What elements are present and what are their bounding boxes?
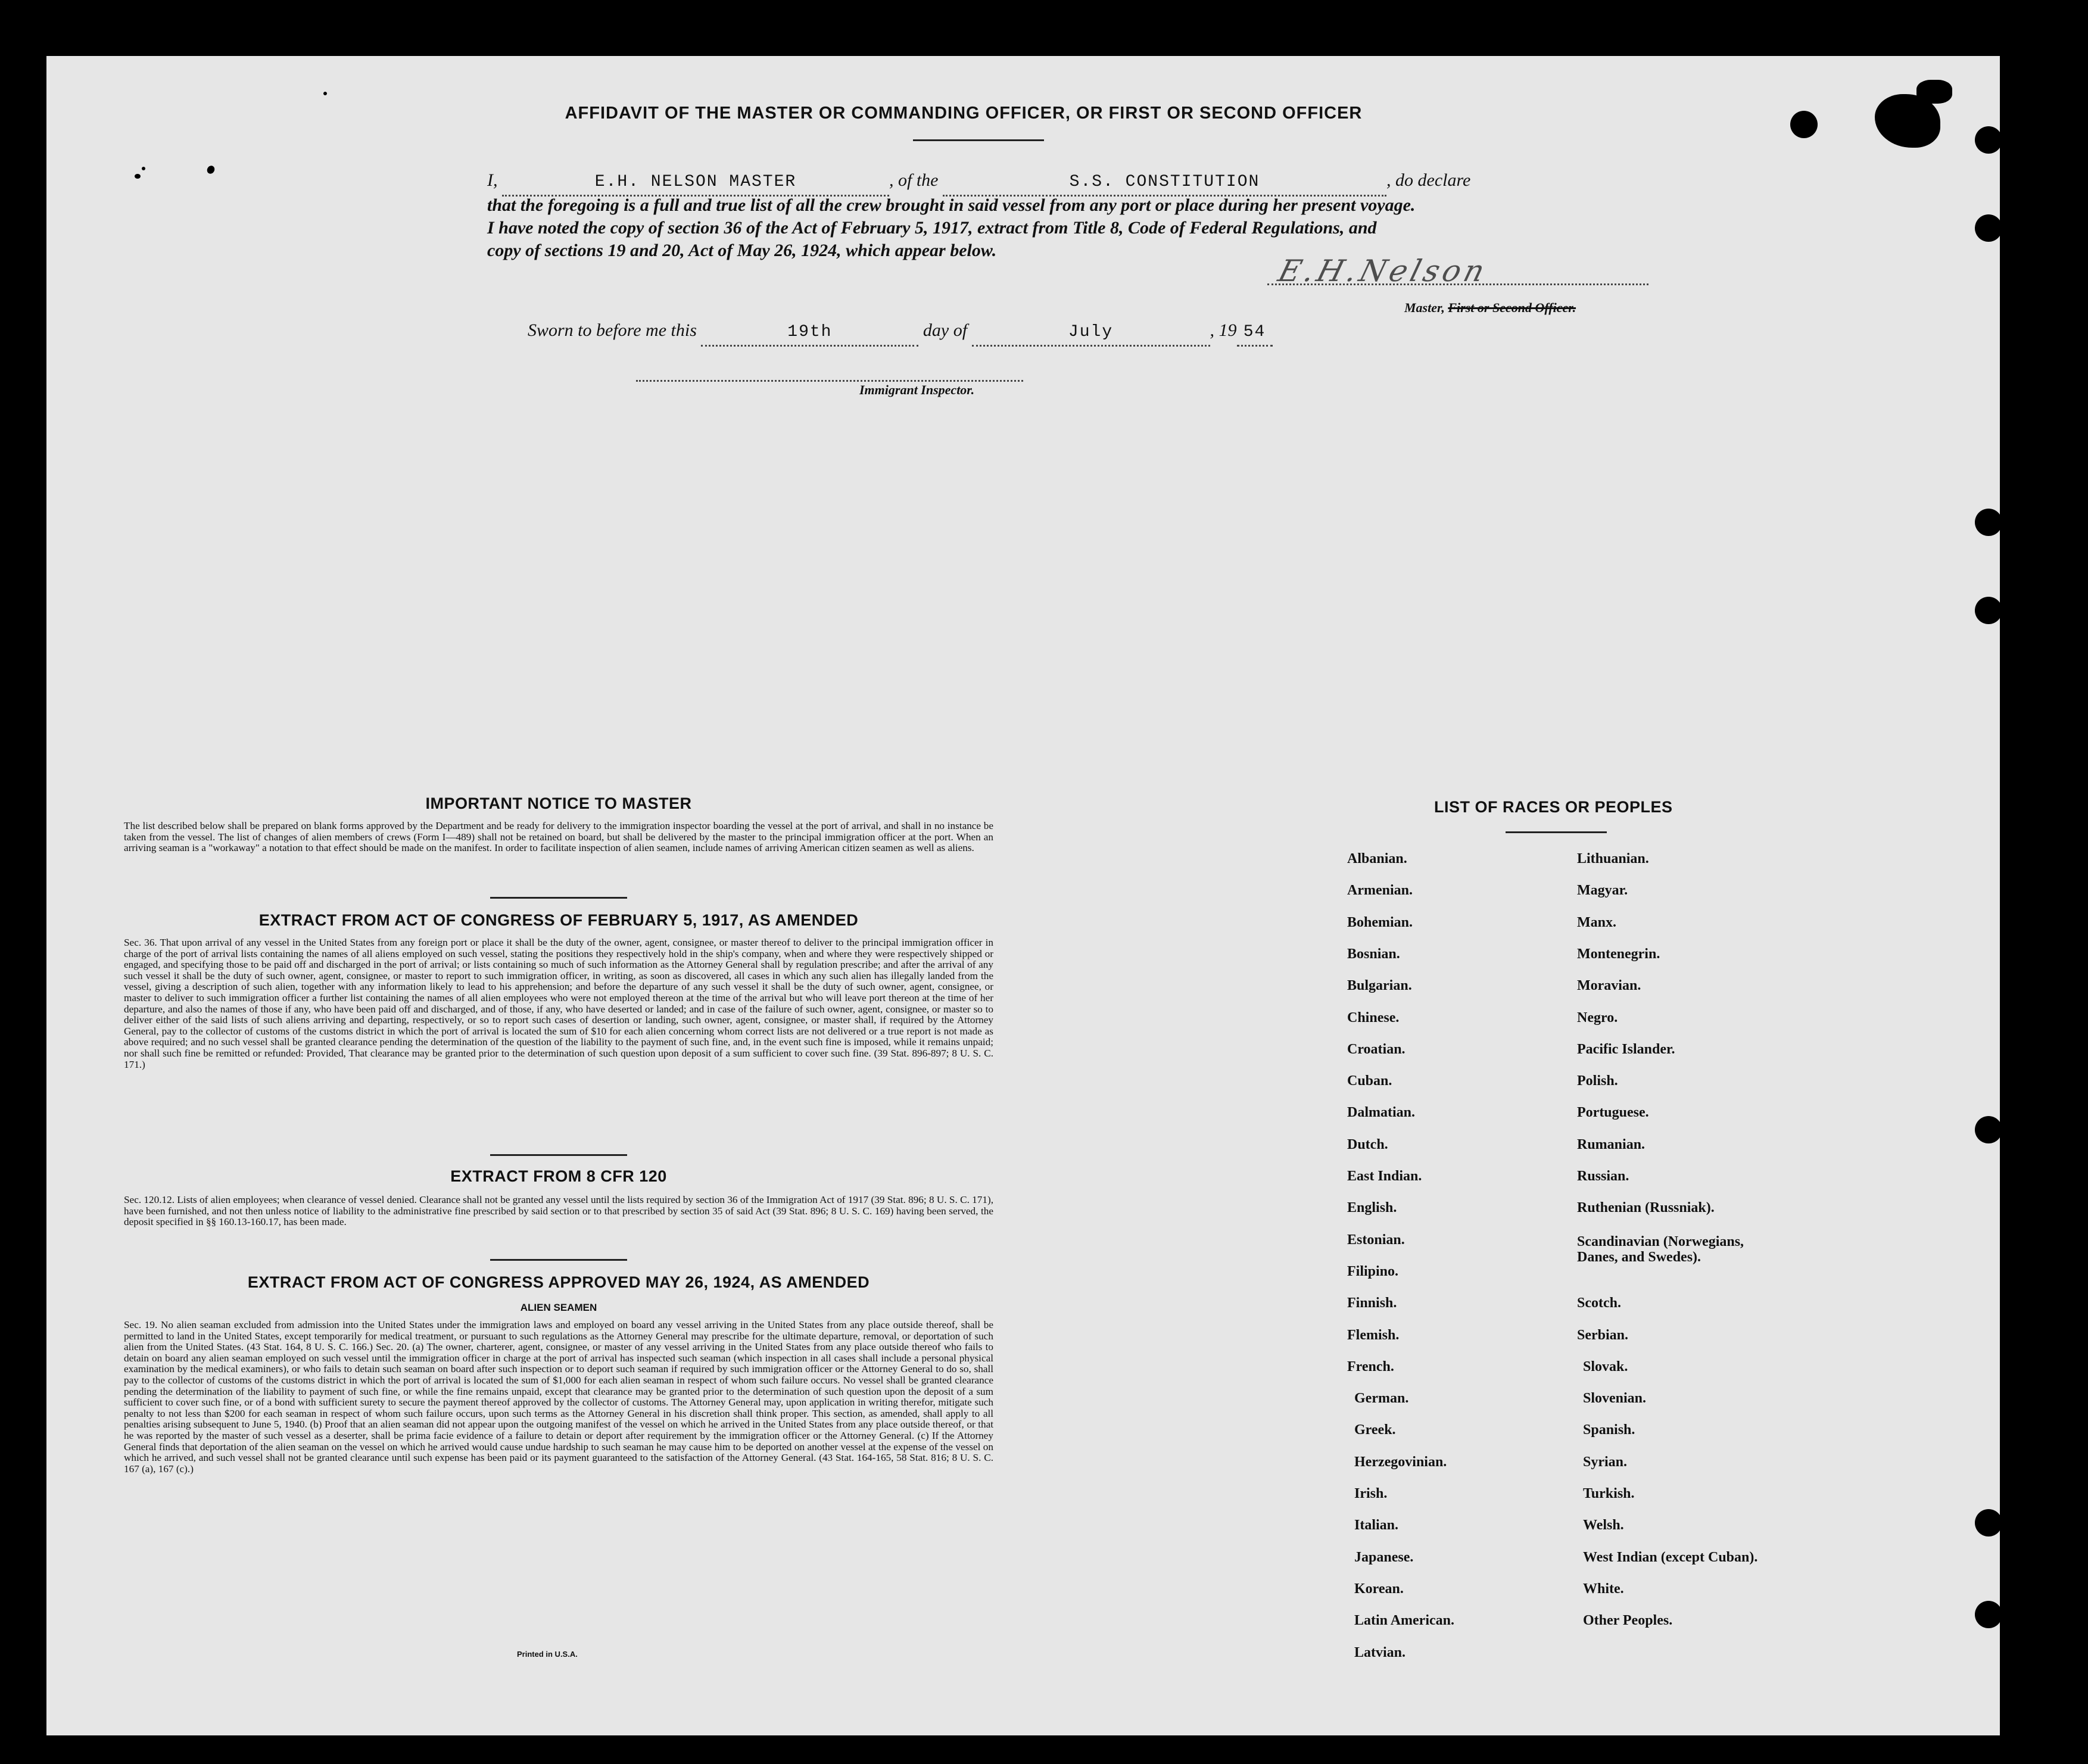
race-item: Ruthenian (Russniak). [1577,1200,1715,1216]
vessel-field [943,168,1386,197]
race-item: Syrian. [1583,1454,1628,1470]
do-declare-text: , do declare [1386,170,1471,190]
name-field [502,168,889,197]
race-item: Bulgarian. [1347,978,1412,994]
declaration-line-1 [487,168,1648,197]
race-item: Other Peoples. [1583,1613,1673,1629]
month-value: July [1068,323,1114,341]
declaration-line-3: I have noted the copy of section 36 of the Act of February 5, 1917, extract from Title 8, Code of Federal Regulations, and [487,218,1377,238]
day-field [701,318,918,347]
race-item: Scotch. [1577,1295,1621,1311]
extract-cfr-text: Sec. 120.12. Lists of alien employees; when clearance of vessel denied. Clearance shall not be granted any vessel until the lists required by section 36 of the Immigration Act of 1917 (39 Stat. 896; 8 U. S. C. 171), have been furnished, and not then unless notice of liability to the administrative fine prescribed by said section or to that prescribed by section 35 of said Act (39 Stat. 896; 8 U. S. C. 169) having been served, the deposit specified in §§ 160.13-160.17, has been made. [124,1194,993,1228]
day-of-text: day of [923,320,968,340]
punch-hole [1975,1601,2002,1628]
race-item: Japanese. [1354,1549,1414,1565]
race-item: Dutch. [1347,1136,1388,1152]
race-item: Pacific Islander. [1577,1041,1675,1057]
struck-officer-label: First or Second Officer. [1448,300,1576,315]
punch-hole [1975,1116,2002,1143]
ink-speck [323,92,327,95]
race-item: Manx. [1577,914,1616,930]
race-item: Welsh. [1583,1517,1624,1534]
race-item: Greek. [1354,1422,1396,1438]
race-item: Bohemian. [1347,914,1413,930]
race-item: Serbian. [1577,1327,1629,1343]
month-field [972,318,1210,347]
race-item: Armenian. [1347,883,1413,899]
race-item: Moravian. [1577,978,1641,994]
day-value: 19th [787,323,833,341]
race-item: East Indian. [1347,1168,1422,1184]
punch-hole [1790,111,1818,138]
master-caption [1404,300,1576,316]
of-the-text: , of the [889,170,939,190]
sworn-line [528,318,1421,347]
inspector-label: Immigrant Inspector. [859,382,975,397]
punch-hole [1975,509,2002,536]
extract-1917-heading: EXTRACT FROM ACT OF CONGRESS OF FEBRUARY 5, 1917, AS AMENDED [258,911,859,929]
signature-line [1267,283,1648,285]
race-item: Latin American. [1354,1613,1454,1629]
race-item: Croatian. [1347,1041,1405,1057]
race-item: Bosnian. [1347,946,1400,962]
race-item: Lithuanian. [1577,851,1649,867]
race-item: Portuguese. [1577,1105,1649,1121]
race-item: Dalmatian. [1347,1105,1415,1121]
name-value: E.H. NELSON MASTER [594,173,797,191]
ink-speck [142,167,145,170]
race-item: Montenegrin. [1577,946,1660,962]
races-divider [1506,831,1607,833]
race-item: Filipino. [1347,1263,1399,1279]
race-item: Russian. [1577,1168,1629,1184]
race-item: West Indian (except Cuban). [1583,1549,1758,1565]
declaration-line-2: that the foregoing is a full and true list of all the crew brought in said vessel from any port or place during her present voyage. [487,195,1416,215]
ink-speck [205,164,216,175]
paper-damage [1916,80,1952,104]
affidavit-title: AFFIDAVIT OF THE MASTER OR COMMANDING OFFICER, OR FIRST OR SECOND OFFICER [565,104,1363,123]
extract-1924-text: Sec. 19. No alien seaman excluded from admission into the United States under the immigration laws and employed on board any vessel arriving in the United States from any place outside thereof, shall be permitted to land in the United States, except temporarily for medical treatment, or pursuant to such regulations as the Attorney General may prescribe for the ultimate departure, removal, or deportation of such alien from the United States. (43 Stat. 164, 8 U. S. C. 166.) Sec. 20. (a) The owner, charterer, agent, consignee, or master of any vessel arriving in the United States from any place outside thereof who fails to detain on board any alien seaman employed on such vessel until the immigration officer in charge at the port of arrival has inspected such seaman (which inspection in all cases shall include a personal physical examination by the medical examiners), or who fails to detain such seaman on board after such inspection or to deport such seaman if required by such immigration officer or the Attorney General to do so, shall pay to the collector of customs of the customs district in which the port of arrival is located the sum of $1,000 for each alien seaman in respect of whom such failure occurs. No vessel shall be granted clearance pending the determination of the liability to payment of such fine, or while the fine remains unpaid, except that clearance may be granted prior to the determination of such question upon the deposit of a sum sufficient to cover such fine, or of a bond with sufficient surety to secure the payment thereof approved by the collector of customs. The Attorney General may, upon application in writing therefor, mitigate such penalty to not less than $200 for each seaman in respect of whom such failure occurs, upon such terms as the Attorney General in his discretion shall think proper. This section, as amended, shall apply to all penalties arising subsequent to June 5, 1940. (b) Proof that an alien seaman did not appear upon the outgoing manifest of the vessel on which he arrived in the United States from any place outside thereof, or that he was reported by the master of such vessel as a deserter, shall be prima facie evidence of a failure to detain or deport after requirement by the immigration officer or the Attorney General. (c) If the Attorney General finds that deportation of the alien seaman on the vessel on which he arrived would cause undue hardship to such seaman he may cause him to be deported on another vessel at the expense of the vessel on which he arrived, and such vessel shall not be granted clearance until such expense has been paid or its payment guaranteed to the satisfaction of the Attorney General. (43 Stat. 164-165, 58 Stat. 816; 8 U. S. C. 167 (a), 167 (c).) [124,1319,993,1475]
race-item: Estonian. [1347,1232,1405,1248]
race-item: Polish. [1577,1073,1618,1089]
year-field [1237,318,1273,347]
punch-hole [1975,597,2002,624]
year-value: 54 [1243,323,1266,341]
race-item: Chinese. [1347,1009,1400,1026]
title-divider [913,139,1044,141]
vessel-value: S.S. CONSTITUTION [1069,173,1260,191]
extract-1924-subheading: ALIEN SEAMEN [520,1302,597,1313]
section-divider [490,1259,627,1261]
race-item: Cuban. [1347,1073,1392,1089]
signature-block [1267,253,1648,288]
notice-heading: IMPORTANT NOTICE TO MASTER [425,794,692,812]
ink-speck [135,174,141,179]
race-item: French. [1347,1358,1394,1375]
race-item: Latvian. [1354,1644,1406,1660]
sworn-prefix: Sworn to before me this [528,320,697,340]
race-item: Rumanian. [1577,1136,1646,1152]
extract-1917-text: Sec. 36. That upon arrival of any vessel in the United States from any foreign port or place it shall be the duty of the owner, agent, consignee, or master thereof to deliver to the principal immigration officer in charge of the port of arrival lists containing the names of all aliens employed on such vessel, stating the positions they respectively hold in the ship's company, when and where they were respectively shipped or engaged, and specifying those to be paid off and discharged in the port of arrival; or lists containing so much of such information as the Attorney General shall by regulation prescribe; and after the arrival of any such vessel it shall be the duty of such owner, agent, consignee, or master to report to such immigration officer, in writing, as soon as discovered, all cases in which any such alien has illegally landed from the vessel, giving a description of such alien, together with any information likely to lead to his apprehension; and before the departure of any such vessel it shall be the duty of such owner, agent, consignee, or master to deliver to such immigration officer a further list containing the names of all alien employees who were not employed thereon at the time of the arrival but who will leave port thereon at the time of her departure, and also the names of those if any, who have been paid off and discharged, and of those, if any, who have deserted or landed; and in case of the failure of such owner, agent, consignee, or master so to deliver either of the said lists of such aliens arriving and departing, respectively, or so to report such cases of desertion or landing, such owner, agent, consignee, or master shall, if required by the Attorney General, pay to the collector of customs of the customs district in which the port of arrival is located the sum of $10 for each alien concerning whom correct lists are not delivered or a true report is not made as above required; and no such vessel shall be granted clearance pending the determination of the question of the liability to the payment of such fine, and, in the event such fine is imposed, while it remains unpaid; nor shall such fine be remitted or refunded: Provided, That clearance may be granted prior to the determination of such question upon deposit of a sum sufficient to cover such fine. (39 Stat. 896-897; 8 U. S. C. 171.) [124,937,993,1070]
printed-in-usa: Printed in U.S.A. [517,1650,578,1659]
race-item: Turkish. [1583,1486,1635,1501]
notice-text: The list described below shall be prepared on blank forms approved by the Department and be ready for delivery to the immigration inspector boarding the vessel at the port of arrival, and shall in no instance be taken from the vessel. The list of changes of alien members of crews (Form I—489) shall not be retained on board, but shall be delivered by the master to the principal immigration officer at the port. When an arriving seaman is a "workaway" a notation to that effect should be made on the manifest. In order to facilitate inspection of alien seamen, include names of arriving American citizen seamen as well as aliens. [124,820,993,854]
race-item: Magyar. [1577,883,1628,899]
punch-hole [1975,214,2002,242]
punch-hole [1975,126,2002,154]
section-divider [490,897,627,899]
race-item: English. [1347,1200,1397,1216]
race-item: Herzegovinian. [1354,1454,1447,1470]
race-item: Scandinavian (Norwegians, Danes, and Swedes). [1577,1233,1744,1265]
race-item: Albanian. [1347,851,1407,867]
race-item: Slovenian. [1583,1391,1647,1407]
race-item: Italian. [1354,1517,1399,1534]
race-item: White. [1583,1581,1624,1597]
race-item: Negro. [1577,1009,1618,1026]
race-item: German. [1354,1391,1409,1407]
race-item: Korean. [1354,1581,1404,1597]
race-item: Spanish. [1583,1422,1635,1438]
punch-hole [1975,1509,2002,1537]
race-item: Slovak. [1583,1358,1628,1375]
pronoun: I, [487,170,498,190]
race-item: Finnish. [1347,1295,1397,1311]
races-heading: LIST OF RACES OR PEOPLES [1434,798,1673,816]
race-item: Irish. [1354,1486,1388,1501]
race-item: Flemish. [1347,1327,1400,1343]
form-page [46,56,2000,1735]
inspector-signature-line [636,380,1023,382]
year-prefix: , 19 [1210,320,1237,340]
section-divider [490,1154,627,1156]
master-label: Master, [1404,300,1445,315]
extract-1924-heading: EXTRACT FROM ACT OF CONGRESS APPROVED MAY 26, 1924, AS AMENDED [247,1273,870,1291]
handwritten-signature: E.H.Nelson [1274,254,1492,288]
declaration-line-4: copy of sections 19 and 20, Act of May 26, 1924, which appear below. [487,241,997,260]
extract-cfr-heading: EXTRACT FROM 8 CFR 120 [450,1167,667,1185]
